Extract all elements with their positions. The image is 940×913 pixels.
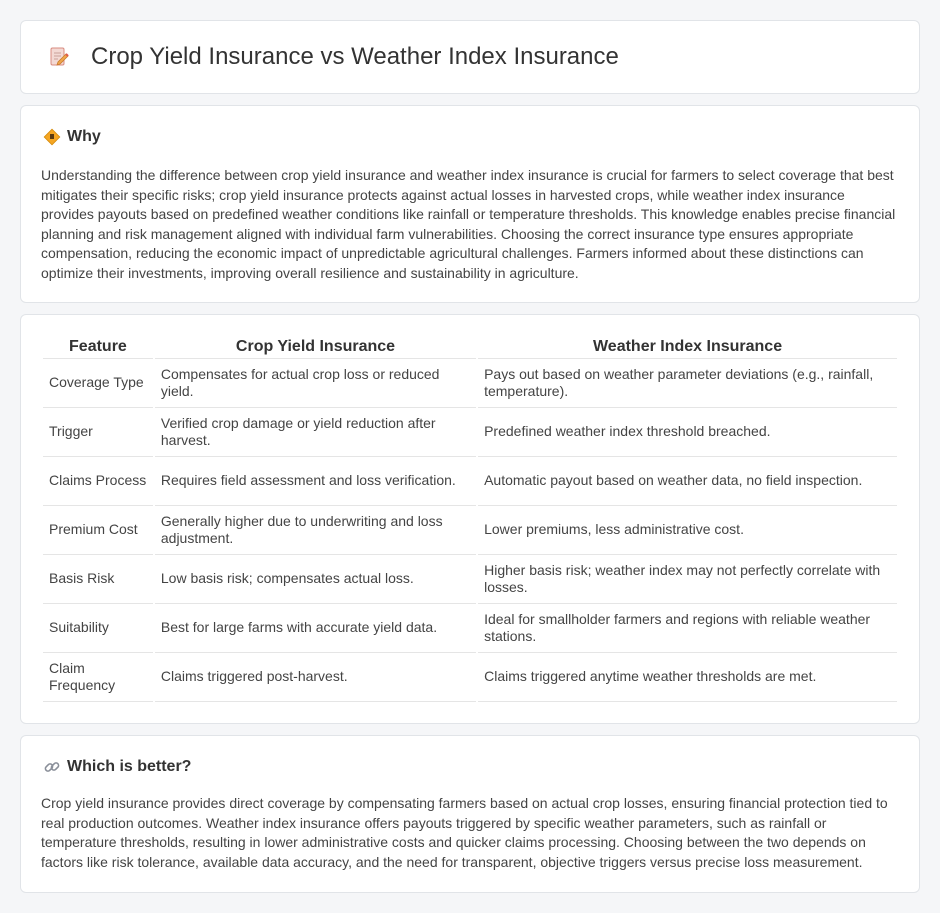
- table-row: [43, 457, 897, 506]
- row-feature: Basis Risk: [43, 555, 153, 604]
- row-weather-index: Higher basis risk; weather index may not perfectly correlate with losses.: [478, 555, 897, 604]
- row-weather-index: Lower premiums, less administrative cost.: [478, 506, 897, 555]
- link-icon: [43, 758, 61, 776]
- row-weather-index: Claims triggered anytime weather thresholds are met.: [478, 653, 897, 702]
- row-feature: Suitability: [43, 604, 153, 653]
- table-row: [43, 555, 897, 604]
- row-crop-yield: Generally higher due to underwriting and loss adjustment.: [155, 506, 476, 555]
- header-crop-yield: Crop Yield Insurance: [155, 335, 476, 359]
- comparison-card: [20, 314, 920, 724]
- header-feature: Feature: [43, 335, 153, 359]
- table-row: [43, 359, 897, 408]
- row-weather-index: Automatic payout based on weather data, no field inspection.: [478, 457, 897, 506]
- row-crop-yield: Compensates for actual crop loss or reduced yield.: [155, 359, 476, 408]
- row-feature: Trigger: [43, 408, 153, 457]
- which-better-text: Crop yield insurance provides direct coverage by compensating farmers based on actual crop losses, ensuring financial protection tied to real production outcomes. Weather index insurance offers payouts triggered by specific weather parameters, such as rainfall or temperature thresholds, resulting in lower administrative costs and quicker claims processing. Choosing between the two depends on factors like risk tolerance, available data accuracy, and the need for transparent, objective triggers versus precise loss measurement.: [41, 795, 888, 870]
- row-feature: Premium Cost: [43, 506, 153, 555]
- table-header-row: [43, 335, 897, 359]
- header-weather-index: Weather Index Insurance: [478, 335, 897, 359]
- why-title: Why: [67, 128, 101, 145]
- diamond-sign-icon: [43, 128, 61, 146]
- why-text: Understanding the difference between crop yield insurance and weather index insurance is crucial for farmers to select coverage that best mitigates their specific risks; crop yield insurance protects against actual losses in harvested crops, while weather index insurance provides payouts based on predefined weather conditions like rainfall or temperature thresholds. This knowledge enables precise financial planning and risk management aligned with individual farm vulnerabilities. Choosing the correct insurance type ensures appropriate compensation, reducing the economic impact of unpredictable agricultural challenges. Farmers informed about these distinctions can optimize their investments, improving overall resilience and sustainability in agriculture.: [41, 167, 896, 281]
- which-better-section: [20, 735, 920, 893]
- table-row: [43, 653, 897, 702]
- page-title: Crop Yield Insurance vs Weather Index Insurance: [91, 43, 619, 70]
- title-card: [20, 20, 920, 94]
- row-feature: Claim Frequency: [43, 653, 153, 702]
- table-row: [43, 604, 897, 653]
- row-weather-index: Predefined weather index threshold breached.: [478, 408, 897, 457]
- row-weather-index: Ideal for smallholder farmers and regions with reliable weather stations.: [478, 604, 897, 653]
- comparison-table: [41, 335, 899, 702]
- table-row: [43, 506, 897, 555]
- row-crop-yield: Claims triggered post-harvest.: [155, 653, 476, 702]
- row-feature: Coverage Type: [43, 359, 153, 408]
- row-crop-yield: Low basis risk; compensates actual loss.: [155, 555, 476, 604]
- row-crop-yield: Requires field assessment and loss verification.: [155, 457, 476, 506]
- table-row: [43, 408, 897, 457]
- row-crop-yield: Best for large farms with accurate yield data.: [155, 604, 476, 653]
- row-weather-index: Pays out based on weather parameter deviations (e.g., rainfall, temperature).: [478, 359, 897, 408]
- row-crop-yield: Verified crop damage or yield reduction after harvest.: [155, 408, 476, 457]
- why-section: [20, 105, 920, 303]
- row-feature: Claims Process: [43, 457, 153, 506]
- which-better-title: Which is better?: [67, 758, 192, 775]
- document-pencil-icon: [47, 45, 71, 69]
